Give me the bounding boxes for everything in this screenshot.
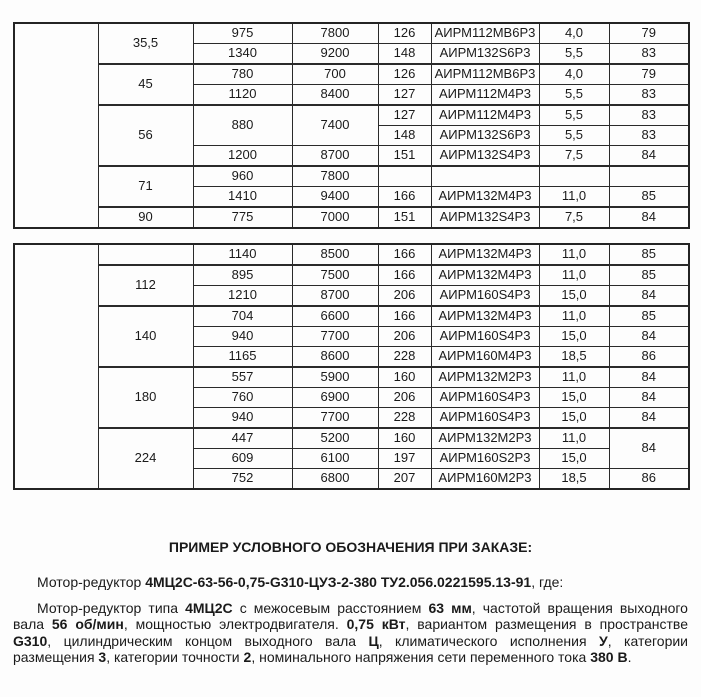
table-cell: 1140 xyxy=(193,244,292,265)
empty-column-cell xyxy=(14,23,98,228)
table-cell: 84 xyxy=(609,146,689,167)
table-cell: 35,5 xyxy=(98,23,193,64)
table-row xyxy=(14,207,689,228)
table-cell: 86 xyxy=(609,469,689,490)
table-cell: 148 xyxy=(378,44,431,65)
table-cell: 960 xyxy=(193,166,292,187)
table-cell: 6800 xyxy=(292,469,378,490)
text-run: Мотор-редуктор типа xyxy=(37,599,186,616)
table-cell: 7700 xyxy=(292,327,378,347)
table-cell: 180 xyxy=(98,367,193,428)
motor-reducer-spec-table-2 xyxy=(13,243,690,490)
table-cell xyxy=(378,166,431,187)
table-cell: 127 xyxy=(378,105,431,126)
table-cell: 83 xyxy=(609,126,689,146)
table-cell: 760 xyxy=(193,388,292,408)
text-run: с межосевым расстоянием xyxy=(232,599,429,616)
table-cell: АИРМ132S6Р3 xyxy=(431,126,539,146)
table-cell: АИРМ160S4Р3 xyxy=(431,408,539,429)
table-cell: 84 xyxy=(609,327,689,347)
table-cell xyxy=(98,244,193,265)
table-cell: АИРМ132М4Р3 xyxy=(431,306,539,327)
table-cell: АИРМ160S2Р3 xyxy=(431,449,539,469)
table-cell: 83 xyxy=(609,44,689,65)
table-cell: 5,5 xyxy=(539,105,609,126)
table-cell: 84 xyxy=(609,408,689,429)
table-cell: 140 xyxy=(98,306,193,367)
table-cell: 7000 xyxy=(292,207,378,228)
table-cell xyxy=(431,166,539,187)
table-cell: 11,0 xyxy=(539,187,609,208)
table-cell: 197 xyxy=(378,449,431,469)
table-cell: 447 xyxy=(193,428,292,449)
table-cell: 84 xyxy=(609,286,689,307)
table-cell: 895 xyxy=(193,265,292,286)
table-cell: АИРМ112МВ6Р3 xyxy=(431,64,539,85)
table-row xyxy=(14,23,689,44)
table-cell: 7800 xyxy=(292,166,378,187)
table-cell: 166 xyxy=(378,306,431,327)
table-cell: 1200 xyxy=(193,146,292,167)
table-cell: 18,5 xyxy=(539,347,609,368)
table-cell: 148 xyxy=(378,126,431,146)
text-run: , номинального напряжения сети переменного тока xyxy=(251,649,591,665)
table-cell: 940 xyxy=(193,327,292,347)
text-run: , мощностью электродвигателя. xyxy=(123,616,347,632)
table-cell: 8700 xyxy=(292,286,378,307)
table-cell: 8600 xyxy=(292,347,378,368)
table-cell xyxy=(609,166,689,187)
table-row xyxy=(14,244,689,265)
table-cell: 56 xyxy=(98,105,193,166)
table-cell: АИРМ132S4Р3 xyxy=(431,207,539,228)
table-cell: 8500 xyxy=(292,244,378,265)
table-row xyxy=(14,105,689,126)
table-row xyxy=(14,306,689,327)
table-cell xyxy=(539,166,609,187)
motor-reducer-spec-table-1 xyxy=(13,22,690,229)
bold-run: 63 мм xyxy=(428,599,472,616)
table-cell: АИРМ132S6Р3 xyxy=(431,44,539,65)
text-run: . xyxy=(627,649,632,665)
table-cell: 7,5 xyxy=(539,207,609,228)
text-run: , цилиндрическим концом выходного вала xyxy=(47,632,369,649)
table-cell: 207 xyxy=(378,469,431,490)
bold-run: 4МЦ2С-63-56-0,75-G310-ЦУЗ-2-380 ТУ2.056.0221595.13-91 xyxy=(145,574,532,590)
table-cell: 775 xyxy=(193,207,292,228)
table-cell: 15,0 xyxy=(539,286,609,307)
table-row xyxy=(14,428,689,449)
bold-run: 0,75 кВт xyxy=(346,616,406,632)
bold-run: 380 В xyxy=(590,649,628,665)
table-cell: АИРМ132М4Р3 xyxy=(431,244,539,265)
table-cell: АИРМ160М2Р3 xyxy=(431,469,539,490)
table-cell: 5,5 xyxy=(539,44,609,65)
text-run: , категории размещения xyxy=(13,632,688,665)
table-cell: 126 xyxy=(378,23,431,44)
table-cell: 206 xyxy=(378,286,431,307)
table-cell: АИРМ160М4Р3 xyxy=(431,347,539,368)
table-cell: 166 xyxy=(378,244,431,265)
table-cell: 880 xyxy=(193,105,292,146)
order-example-heading: ПРИМЕР УСЛОВНОГО ОБОЗНАЧЕНИЯ ПРИ ЗАКАЗЕ: xyxy=(168,539,533,555)
table-cell: АИРМ112М4Р3 xyxy=(431,105,539,126)
table-cell: 11,0 xyxy=(539,265,609,286)
table-cell: АИРМ132М4Р3 xyxy=(431,265,539,286)
table-cell: 160 xyxy=(378,367,431,388)
table-cell: АИРМ160S4Р3 xyxy=(431,286,539,307)
table-cell: 780 xyxy=(193,64,292,85)
table-cell: 6100 xyxy=(292,449,378,469)
table-cell: 9400 xyxy=(292,187,378,208)
bold-run: G310 xyxy=(13,632,48,649)
table-cell: 85 xyxy=(609,306,689,327)
bold-run: 56 об/мин xyxy=(51,616,124,632)
empty-column-cell xyxy=(14,244,98,489)
table-cell: 126 xyxy=(378,64,431,85)
table-cell: 609 xyxy=(193,449,292,469)
order-designation-line xyxy=(13,574,688,591)
table-row xyxy=(14,367,689,388)
text-run: Мотор-редуктор xyxy=(37,574,146,590)
table-cell: 11,0 xyxy=(539,244,609,265)
table-cell: 4,0 xyxy=(539,23,609,44)
table-cell: АИРМ132М2Р3 xyxy=(431,428,539,449)
table-cell: 85 xyxy=(609,187,689,208)
table-cell: 1165 xyxy=(193,347,292,368)
table-cell: 84 xyxy=(609,207,689,228)
table-cell: 7800 xyxy=(292,23,378,44)
table-cell: 752 xyxy=(193,469,292,490)
text-run: , вариантом размещения в пространстве xyxy=(405,616,688,632)
table-cell: 85 xyxy=(609,265,689,286)
table-cell: 7700 xyxy=(292,408,378,429)
table-cell: АИРМ132М2Р3 xyxy=(431,367,539,388)
text-run: , категории точности xyxy=(106,649,244,665)
table-cell: 4,0 xyxy=(539,64,609,85)
text-run: , где: xyxy=(531,574,564,590)
table-cell: 8700 xyxy=(292,146,378,167)
table-cell: 206 xyxy=(378,327,431,347)
table-cell: АИРМ112МВ6Р3 xyxy=(431,23,539,44)
table-cell: 151 xyxy=(378,146,431,167)
table-cell: 71 xyxy=(98,166,193,207)
table-cell: АИРМ132S4Р3 xyxy=(431,146,539,167)
table-cell: 11,0 xyxy=(539,367,609,388)
table-cell: 15,0 xyxy=(539,408,609,429)
table-cell: 224 xyxy=(98,428,193,489)
document-page xyxy=(0,22,701,697)
table-cell: 112 xyxy=(98,265,193,306)
table-cell: 206 xyxy=(378,388,431,408)
table-cell: АИРМ112М4Р3 xyxy=(431,85,539,106)
table-cell: 1120 xyxy=(193,85,292,106)
table-cell: 704 xyxy=(193,306,292,327)
table-cell: 160 xyxy=(378,428,431,449)
table-cell: АИРМ160S4Р3 xyxy=(431,388,539,408)
table-cell: 5200 xyxy=(292,428,378,449)
table-cell: 18,5 xyxy=(539,469,609,490)
table-cell: 86 xyxy=(609,347,689,368)
table-cell: 8400 xyxy=(292,85,378,106)
table-cell: 15,0 xyxy=(539,388,609,408)
table-cell: 84 xyxy=(609,388,689,408)
table-cell: 975 xyxy=(193,23,292,44)
table-cell: 83 xyxy=(609,105,689,126)
table-cell: 5,5 xyxy=(539,126,609,146)
table-cell: 700 xyxy=(292,64,378,85)
table-cell: 940 xyxy=(193,408,292,429)
table-row xyxy=(14,166,689,187)
table-cell: 166 xyxy=(378,265,431,286)
table-cell: 6900 xyxy=(292,388,378,408)
table-cell: 166 xyxy=(378,187,431,208)
table-row xyxy=(14,265,689,286)
table-row xyxy=(14,64,689,85)
table-cell: 1410 xyxy=(193,187,292,208)
table-cell: 84 xyxy=(609,367,689,388)
bold-run: 2 xyxy=(243,649,252,665)
table-cell: 83 xyxy=(609,85,689,106)
table-cell: 7,5 xyxy=(539,146,609,167)
table-cell: 84 xyxy=(609,428,689,469)
table-cell: 15,0 xyxy=(539,449,609,469)
table-cell: 5,5 xyxy=(539,85,609,106)
table-cell: 1340 xyxy=(193,44,292,65)
table-cell: 79 xyxy=(609,23,689,44)
table-cell: 5900 xyxy=(292,367,378,388)
table-cell: 90 xyxy=(98,207,193,228)
table-cell: 127 xyxy=(378,85,431,106)
table-cell: 11,0 xyxy=(539,306,609,327)
table-cell: 15,0 xyxy=(539,327,609,347)
table-cell: 7500 xyxy=(292,265,378,286)
bold-run: Ц xyxy=(368,632,379,649)
table-cell: 557 xyxy=(193,367,292,388)
table-cell: 85 xyxy=(609,244,689,265)
order-designation-explanation xyxy=(13,600,688,666)
table-cell: 228 xyxy=(378,347,431,368)
bold-run: У xyxy=(598,632,608,649)
table-cell: АИРМ160S4Р3 xyxy=(431,327,539,347)
text-run: , частотой вращения выходного вала xyxy=(13,599,688,632)
table-cell: АИРМ132М4Р3 xyxy=(431,187,539,208)
table-cell: 9200 xyxy=(292,44,378,65)
bold-run: 4МЦ2С xyxy=(185,599,233,616)
table-cell: 6600 xyxy=(292,306,378,327)
table-cell: 79 xyxy=(609,64,689,85)
table-cell: 11,0 xyxy=(539,428,609,449)
table-cell: 151 xyxy=(378,207,431,228)
table-cell: 45 xyxy=(98,64,193,105)
text-run: , климатического исполнения xyxy=(378,632,599,649)
bold-run: 3 xyxy=(98,649,107,665)
table-cell: 7400 xyxy=(292,105,378,146)
table-cell: 228 xyxy=(378,408,431,429)
table-cell: 1210 xyxy=(193,286,292,307)
